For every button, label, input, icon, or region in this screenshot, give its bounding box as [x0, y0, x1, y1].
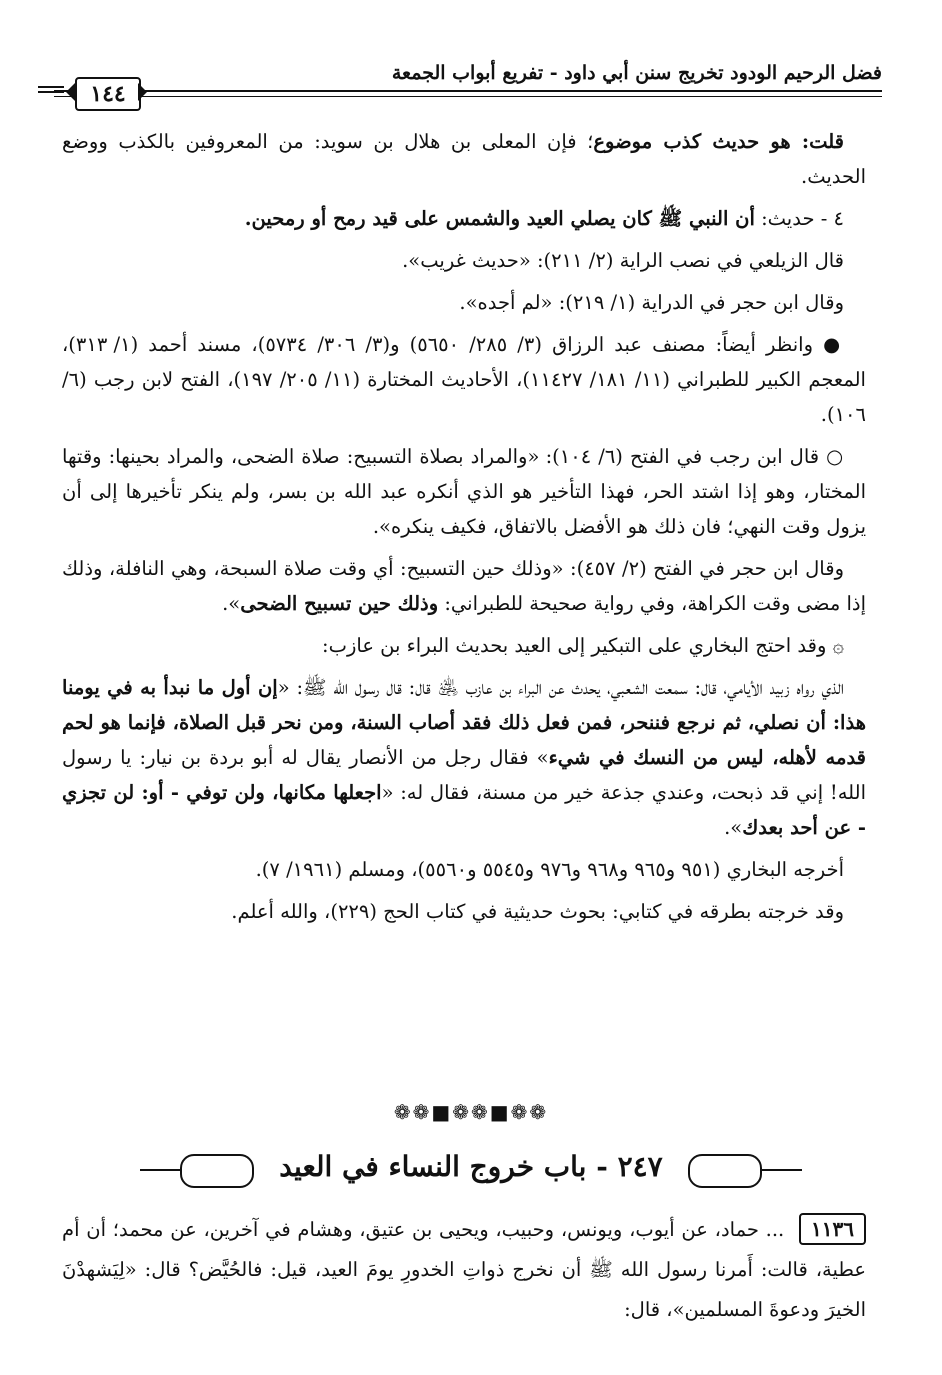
paragraph: [62, 894, 866, 929]
text-run: ○ قال ابن رجب في الفتح (٦/ ١٠٤): «والمراد بصلاة التسبيح: صلاة الضحى، والمراد بحينها: وقتها المختار، وهو إذا اشتد الحر، فهذا التأخير هو الذي أنكره عبد الله بن بسر، ولم ينكر تأخيرها إلى أن يزول وقت النهي؛ فان ذلك هو الأفضل بالاتفاق، فكيف ينكره».: [62, 445, 866, 538]
bold-text-run: إن أول ما نبدأ به في يومنا هذا: أن نصلي، ثم نرجع فننحر، فمن فعل ذلك فقد أصاب السنة، ومن نحر قبل الصلاة، فإنما هو لحم قدمه لأهله، ليس من النسك في شيء: [62, 676, 866, 769]
bold-text-run: اجعلها مكانها، ولن توفي - أو: لن تجزي - عن أحد بعدك: [62, 781, 866, 839]
header-rule-thin: [54, 96, 882, 97]
hadith-text: ... حماد، عن أيوب، ويونس، وحبيب، ويحيى بن عتيق، وهشام في آخرين، عن محمد؛ أن أم عطية، قالت: أَمرنا رسول الله ﷺ أن نخرج ذواتِ الخدورِ يومَ العيد، قيل: فالحُيَّض؟ قال: «لِيَشهدْنَ الخيرَ ودعوةَ المسلمين»، قال:: [62, 1218, 866, 1321]
paragraph: [62, 327, 866, 432]
paragraph: [62, 670, 866, 845]
text-run: وقال ابن حجر في الفتح (٢/ ٤٥٧): «وذلك حين التسبيح: أي وقت صلاة السبحة، وهي النافلة، وذلك إذا مضى وقت الكراهة، وفي رواية صحيحة للطبراني:: [62, 557, 866, 615]
running-header-title: فضل الرحيم الودود تخريج سنن أبي داود - تفريع أبواب الجمعة: [391, 62, 882, 84]
chapter-heading: [0, 1140, 942, 1196]
text-run: ؛ فإن المعلى بن هلال بن سويد: من المعروفين بالكذب ووضع الحديث.: [62, 130, 866, 188]
bold-text-run: وذلك حين تسبيح الضحى: [240, 592, 439, 615]
paragraph: [62, 852, 866, 887]
paragraph: [62, 243, 866, 278]
paragraph: [62, 124, 866, 194]
heading-decor-line-left: [140, 1169, 180, 1171]
paragraph: [62, 551, 866, 621]
page-number-arrow-right: [138, 83, 147, 101]
text-run: وقد خرجته بطرقه في كتابي: بحوث حديثية في كتاب الحج (٢٢٩)، والله أعلم.: [231, 900, 844, 923]
paragraph: [62, 285, 866, 320]
main-text: [62, 124, 866, 936]
paragraph: [62, 439, 866, 544]
paragraph: [62, 201, 866, 236]
text-run: وقال ابن حجر في الدراية (١/ ٢١٩): «لم أجده».: [459, 291, 844, 314]
bold-text-run: أن النبي ﷺ كان يصلي العيد والشمس على قيد رمح أو رمحين.: [244, 207, 755, 230]
text-run: قال الزيلعي في نصب الراية (٢/ ٢١١): «حديث غريب».: [402, 249, 844, 272]
chapter-title: ٢٤٧ - باب خروج النساء في العيد: [279, 1150, 663, 1183]
text-run: » فقال رجل من الأنصار يقال له أبو بردة بن نيار: يا رسول الله! إني قد ذبحت، وعندي جذعة خير من مسنة، فقال له: «: [62, 746, 866, 804]
text-run: ٤ - حديث:: [754, 207, 844, 230]
text-run: الذي رواه زبيد الأيامي، قال: سمعت الشعبي، يحدث عن البراء بن عازب ﵁ قال: قال رسول الله ﷺ: «: [277, 676, 844, 699]
text-run: ».: [724, 816, 743, 839]
hadith-block: [62, 1210, 866, 1330]
paragraph: [62, 628, 866, 663]
page-number: ١٤٤: [75, 77, 141, 111]
page-number-arrow-left: [66, 83, 75, 101]
text-run: ۞ وقد احتج البخاري على التبكير إلى العيد بحديث البراء بن عازب:: [322, 634, 844, 657]
text-run: أخرجه البخاري (٩٥١ و٩٦٥ و٩٦٨ و٩٧٦ و٥٥٤٥ و٥٥٦٠)، ومسلم (١٩٦١/ ٧).: [255, 858, 844, 881]
heading-decor-left: [180, 1154, 254, 1188]
bold-text-run: قلت: هو حديث كذب موضوع: [593, 130, 844, 153]
text-run: ● وانظر أيضاً: مصنف عبد الرزاق (٣/ ٢٨٥/ ٥٦٥٠) و(٣/ ٣٠٦/ ٥٧٣٤)، مسند أحمد (١/ ٣١٣)، المعجم الكبير للطبراني (١١/ ١٨١/ ١١٤٢٧)، الأحاديث المختارة (١١/ ٢٠٥/ ١٩٧)، الفتح لابن رجب (٦/ ١٠٦).: [62, 333, 866, 426]
header-rule: [54, 90, 882, 92]
header-decor-lines: [38, 86, 64, 96]
hadith-number: ١١٣٦: [799, 1213, 866, 1245]
text-run: ».: [222, 592, 241, 615]
section-divider-ornament: ❁❁■❁❁■❁❁: [393, 1100, 549, 1124]
